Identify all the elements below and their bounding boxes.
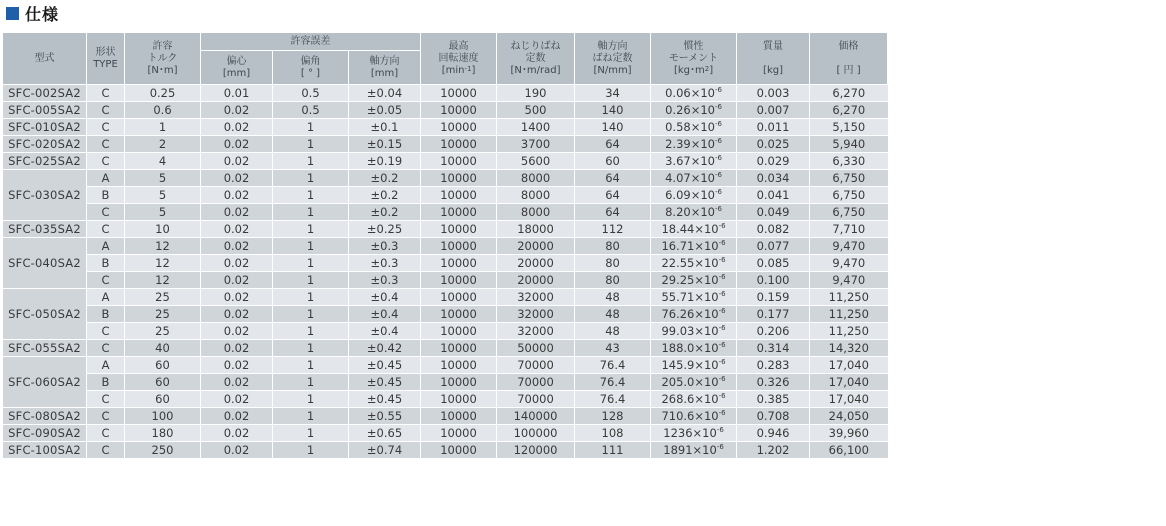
cell-angle: 1 bbox=[273, 323, 349, 340]
cell-aspring: 80 bbox=[575, 272, 651, 289]
cell-inertia: $55.71\times 10^{-6}$ bbox=[651, 289, 737, 306]
cell-type: A bbox=[87, 289, 125, 306]
cell-angle: 1 bbox=[273, 306, 349, 323]
cell-type: C bbox=[87, 102, 125, 119]
cell-angle: 1 bbox=[273, 442, 349, 459]
cell-model: SFC-005SA2 bbox=[3, 102, 87, 119]
cell-torque: 180 bbox=[125, 425, 201, 442]
cell-aspring: 43 bbox=[575, 340, 651, 357]
cell-inertia: $22.55\times 10^{-6}$ bbox=[651, 255, 737, 272]
cell-mass: 0.946 bbox=[737, 425, 810, 442]
header-price: 価格 [ 円 ] bbox=[810, 33, 888, 85]
cell-axial: ±0.2 bbox=[349, 170, 421, 187]
cell-price: 17,040 bbox=[810, 357, 888, 374]
cell-model: SFC-002SA2 bbox=[3, 85, 87, 102]
cell-aspring: 140 bbox=[575, 119, 651, 136]
cell-angle: 1 bbox=[273, 204, 349, 221]
cell-tspring: 20000 bbox=[497, 272, 575, 289]
cell-torque: 25 bbox=[125, 323, 201, 340]
cell-model: SFC-020SA2 bbox=[3, 136, 87, 153]
cell-price: 6,750 bbox=[810, 204, 888, 221]
cell-type: C bbox=[87, 425, 125, 442]
cell-mass: 0.206 bbox=[737, 323, 810, 340]
cell-tspring: 32000 bbox=[497, 289, 575, 306]
cell-aspring: 76.4 bbox=[575, 357, 651, 374]
cell-offset: 0.02 bbox=[201, 204, 273, 221]
cell-axial: ±0.45 bbox=[349, 391, 421, 408]
cell-inertia: $6.09\times 10^{-6}$ bbox=[651, 187, 737, 204]
cell-angle: 1 bbox=[273, 340, 349, 357]
cell-offset: 0.02 bbox=[201, 272, 273, 289]
cell-axial: ±0.15 bbox=[349, 136, 421, 153]
cell-aspring: 76.4 bbox=[575, 391, 651, 408]
cell-model: SFC-035SA2 bbox=[3, 221, 87, 238]
cell-type: B bbox=[87, 374, 125, 391]
cell-speed: 10000 bbox=[421, 425, 497, 442]
cell-speed: 10000 bbox=[421, 442, 497, 459]
cell-torque: 100 bbox=[125, 408, 201, 425]
cell-axial: ±0.65 bbox=[349, 425, 421, 442]
header-tolerance-group: 許容誤差 bbox=[201, 33, 421, 51]
cell-torque: 5 bbox=[125, 204, 201, 221]
cell-aspring: 48 bbox=[575, 306, 651, 323]
cell-type: C bbox=[87, 340, 125, 357]
cell-speed: 10000 bbox=[421, 323, 497, 340]
spec-table-body bbox=[3, 85, 888, 459]
table-row bbox=[3, 255, 888, 272]
cell-type: C bbox=[87, 204, 125, 221]
table-row bbox=[3, 187, 888, 204]
cell-mass: 0.049 bbox=[737, 204, 810, 221]
cell-mass: 0.011 bbox=[737, 119, 810, 136]
cell-type: C bbox=[87, 442, 125, 459]
cell-aspring: 108 bbox=[575, 425, 651, 442]
cell-tspring: 5600 bbox=[497, 153, 575, 170]
cell-offset: 0.02 bbox=[201, 289, 273, 306]
cell-price: 39,960 bbox=[810, 425, 888, 442]
cell-speed: 10000 bbox=[421, 102, 497, 119]
cell-price: 5,940 bbox=[810, 136, 888, 153]
cell-price: 66,100 bbox=[810, 442, 888, 459]
cell-axial: ±0.4 bbox=[349, 289, 421, 306]
header-offset: 偏心 [mm] bbox=[201, 51, 273, 85]
cell-type: C bbox=[87, 221, 125, 238]
cell-aspring: 112 bbox=[575, 221, 651, 238]
cell-speed: 10000 bbox=[421, 408, 497, 425]
cell-tspring: 1400 bbox=[497, 119, 575, 136]
table-row bbox=[3, 374, 888, 391]
cell-offset: 0.02 bbox=[201, 221, 273, 238]
cell-torque: 12 bbox=[125, 255, 201, 272]
cell-mass: 0.082 bbox=[737, 221, 810, 238]
cell-axial: ±0.42 bbox=[349, 340, 421, 357]
cell-model: SFC-025SA2 bbox=[3, 153, 87, 170]
table-row bbox=[3, 391, 888, 408]
cell-type: B bbox=[87, 306, 125, 323]
cell-aspring: 80 bbox=[575, 255, 651, 272]
cell-aspring: 48 bbox=[575, 323, 651, 340]
cell-type: C bbox=[87, 391, 125, 408]
cell-mass: 0.177 bbox=[737, 306, 810, 323]
cell-tspring: 100000 bbox=[497, 425, 575, 442]
table-row bbox=[3, 238, 888, 255]
cell-offset: 0.02 bbox=[201, 306, 273, 323]
cell-inertia: $205.0\times 10^{-6}$ bbox=[651, 374, 737, 391]
cell-axial: ±0.25 bbox=[349, 221, 421, 238]
cell-speed: 10000 bbox=[421, 119, 497, 136]
table-row bbox=[3, 102, 888, 119]
cell-model: SFC-040SA2 bbox=[3, 238, 87, 289]
cell-torque: 40 bbox=[125, 340, 201, 357]
cell-offset: 0.02 bbox=[201, 425, 273, 442]
table-row bbox=[3, 170, 888, 187]
table-row bbox=[3, 153, 888, 170]
cell-price: 9,470 bbox=[810, 272, 888, 289]
table-row bbox=[3, 289, 888, 306]
cell-speed: 10000 bbox=[421, 204, 497, 221]
header-axial-spring: 軸方向 ばね定数 [N/mm] bbox=[575, 33, 651, 85]
cell-inertia: $145.9\times 10^{-6}$ bbox=[651, 357, 737, 374]
table-row bbox=[3, 442, 888, 459]
cell-torque: 10 bbox=[125, 221, 201, 238]
cell-speed: 10000 bbox=[421, 255, 497, 272]
cell-offset: 0.02 bbox=[201, 255, 273, 272]
cell-mass: 0.041 bbox=[737, 187, 810, 204]
spec-table bbox=[2, 32, 888, 459]
table-row bbox=[3, 119, 888, 136]
cell-type: B bbox=[87, 255, 125, 272]
cell-price: 6,750 bbox=[810, 170, 888, 187]
cell-offset: 0.02 bbox=[201, 119, 273, 136]
cell-angle: 1 bbox=[273, 136, 349, 153]
cell-mass: 0.283 bbox=[737, 357, 810, 374]
table-row bbox=[3, 85, 888, 102]
cell-axial: ±0.2 bbox=[349, 204, 421, 221]
cell-mass: 0.007 bbox=[737, 102, 810, 119]
cell-price: 5,150 bbox=[810, 119, 888, 136]
cell-axial: ±0.4 bbox=[349, 306, 421, 323]
cell-axial: ±0.2 bbox=[349, 187, 421, 204]
header-max-speed: 最高 回転速度 $[\min^{-1}]$ bbox=[421, 33, 497, 85]
cell-angle: 0.5 bbox=[273, 102, 349, 119]
cell-mass: 0.159 bbox=[737, 289, 810, 306]
cell-tspring: 140000 bbox=[497, 408, 575, 425]
cell-inertia: $1891\times 10^{-6}$ bbox=[651, 442, 737, 459]
cell-aspring: 48 bbox=[575, 289, 651, 306]
cell-angle: 1 bbox=[273, 221, 349, 238]
table-row bbox=[3, 221, 888, 238]
header-inertia: 慣性 モーメント [kg･$m^2$] bbox=[651, 33, 737, 85]
cell-aspring: 64 bbox=[575, 204, 651, 221]
cell-mass: 0.385 bbox=[737, 391, 810, 408]
cell-axial: ±0.45 bbox=[349, 357, 421, 374]
cell-price: 14,320 bbox=[810, 340, 888, 357]
table-row bbox=[3, 272, 888, 289]
cell-type: C bbox=[87, 272, 125, 289]
cell-torque: 0.25 bbox=[125, 85, 201, 102]
cell-aspring: 128 bbox=[575, 408, 651, 425]
table-row bbox=[3, 357, 888, 374]
cell-torque: 5 bbox=[125, 187, 201, 204]
cell-angle: 1 bbox=[273, 119, 349, 136]
cell-aspring: 60 bbox=[575, 153, 651, 170]
cell-angle: 1 bbox=[273, 153, 349, 170]
cell-tspring: 8000 bbox=[497, 204, 575, 221]
cell-tspring: 20000 bbox=[497, 255, 575, 272]
cell-price: 9,470 bbox=[810, 238, 888, 255]
cell-mass: 0.025 bbox=[737, 136, 810, 153]
cell-torque: 25 bbox=[125, 306, 201, 323]
cell-type: C bbox=[87, 323, 125, 340]
cell-price: 11,250 bbox=[810, 289, 888, 306]
cell-type: C bbox=[87, 153, 125, 170]
cell-angle: 1 bbox=[273, 357, 349, 374]
cell-axial: ±0.3 bbox=[349, 272, 421, 289]
cell-price: 6,270 bbox=[810, 85, 888, 102]
cell-inertia: $188.0\times 10^{-6}$ bbox=[651, 340, 737, 357]
cell-price: 11,250 bbox=[810, 323, 888, 340]
cell-price: 7,710 bbox=[810, 221, 888, 238]
cell-speed: 10000 bbox=[421, 391, 497, 408]
cell-tspring: 18000 bbox=[497, 221, 575, 238]
cell-speed: 10000 bbox=[421, 340, 497, 357]
cell-offset: 0.02 bbox=[201, 357, 273, 374]
cell-price: 11,250 bbox=[810, 306, 888, 323]
cell-axial: ±0.05 bbox=[349, 102, 421, 119]
cell-angle: 1 bbox=[273, 187, 349, 204]
cell-offset: 0.02 bbox=[201, 323, 273, 340]
cell-tspring: 120000 bbox=[497, 442, 575, 459]
cell-axial: ±0.55 bbox=[349, 408, 421, 425]
cell-mass: 0.100 bbox=[737, 272, 810, 289]
cell-type: B bbox=[87, 187, 125, 204]
cell-aspring: 64 bbox=[575, 136, 651, 153]
cell-tspring: 50000 bbox=[497, 340, 575, 357]
cell-axial: ±0.3 bbox=[349, 238, 421, 255]
cell-speed: 10000 bbox=[421, 374, 497, 391]
cell-mass: 0.029 bbox=[737, 153, 810, 170]
cell-angle: 1 bbox=[273, 170, 349, 187]
cell-inertia: $8.20\times 10^{-6}$ bbox=[651, 204, 737, 221]
cell-speed: 10000 bbox=[421, 289, 497, 306]
heading-square-icon bbox=[6, 7, 19, 20]
cell-mass: 0.326 bbox=[737, 374, 810, 391]
cell-type: A bbox=[87, 238, 125, 255]
table-row bbox=[3, 306, 888, 323]
cell-angle: 1 bbox=[273, 391, 349, 408]
cell-speed: 10000 bbox=[421, 153, 497, 170]
table-row bbox=[3, 425, 888, 442]
cell-angle: 1 bbox=[273, 238, 349, 255]
table-row bbox=[3, 204, 888, 221]
cell-mass: 1.202 bbox=[737, 442, 810, 459]
cell-torque: 250 bbox=[125, 442, 201, 459]
cell-tspring: 8000 bbox=[497, 170, 575, 187]
cell-mass: 0.708 bbox=[737, 408, 810, 425]
cell-aspring: 111 bbox=[575, 442, 651, 459]
cell-offset: 0.02 bbox=[201, 102, 273, 119]
cell-model: SFC-100SA2 bbox=[3, 442, 87, 459]
section-title: 仕様 bbox=[25, 4, 60, 24]
cell-offset: 0.02 bbox=[201, 408, 273, 425]
cell-speed: 10000 bbox=[421, 221, 497, 238]
cell-axial: ±0.4 bbox=[349, 323, 421, 340]
header-type: 形状 TYPE bbox=[87, 33, 125, 85]
cell-price: 24,050 bbox=[810, 408, 888, 425]
cell-torque: 1 bbox=[125, 119, 201, 136]
table-row bbox=[3, 323, 888, 340]
cell-inertia: $2.39\times 10^{-6}$ bbox=[651, 136, 737, 153]
cell-angle: 1 bbox=[273, 289, 349, 306]
cell-price: 6,750 bbox=[810, 187, 888, 204]
cell-offset: 0.02 bbox=[201, 153, 273, 170]
cell-inertia: $4.07\times 10^{-6}$ bbox=[651, 170, 737, 187]
cell-mass: 0.003 bbox=[737, 85, 810, 102]
cell-angle: 0.5 bbox=[273, 85, 349, 102]
cell-inertia: $1236\times 10^{-6}$ bbox=[651, 425, 737, 442]
cell-axial: ±0.1 bbox=[349, 119, 421, 136]
cell-tspring: 500 bbox=[497, 102, 575, 119]
cell-price: 6,330 bbox=[810, 153, 888, 170]
cell-inertia: $0.26\times 10^{-6}$ bbox=[651, 102, 737, 119]
header-axial: 軸方向 [mm] bbox=[349, 51, 421, 85]
cell-tspring: 8000 bbox=[497, 187, 575, 204]
cell-axial: ±0.74 bbox=[349, 442, 421, 459]
cell-price: 9,470 bbox=[810, 255, 888, 272]
cell-offset: 0.01 bbox=[201, 85, 273, 102]
cell-aspring: 64 bbox=[575, 187, 651, 204]
header-mass: 質量 [kg] bbox=[737, 33, 810, 85]
cell-axial: ±0.04 bbox=[349, 85, 421, 102]
cell-mass: 0.085 bbox=[737, 255, 810, 272]
header-angle: 偏角 [ ° ] bbox=[273, 51, 349, 85]
cell-tspring: 20000 bbox=[497, 238, 575, 255]
cell-tspring: 70000 bbox=[497, 374, 575, 391]
cell-type: C bbox=[87, 408, 125, 425]
cell-tspring: 32000 bbox=[497, 306, 575, 323]
cell-inertia: $710.6\times 10^{-6}$ bbox=[651, 408, 737, 425]
cell-inertia: $16.71\times 10^{-6}$ bbox=[651, 238, 737, 255]
cell-inertia: $3.67\times 10^{-6}$ bbox=[651, 153, 737, 170]
cell-tspring: 190 bbox=[497, 85, 575, 102]
cell-aspring: 140 bbox=[575, 102, 651, 119]
cell-model: SFC-030SA2 bbox=[3, 170, 87, 221]
cell-offset: 0.02 bbox=[201, 374, 273, 391]
cell-type: C bbox=[87, 119, 125, 136]
cell-torque: 60 bbox=[125, 357, 201, 374]
table-row bbox=[3, 340, 888, 357]
cell-speed: 10000 bbox=[421, 357, 497, 374]
cell-angle: 1 bbox=[273, 408, 349, 425]
cell-torque: 4 bbox=[125, 153, 201, 170]
cell-inertia: $268.6\times 10^{-6}$ bbox=[651, 391, 737, 408]
cell-offset: 0.02 bbox=[201, 170, 273, 187]
cell-angle: 1 bbox=[273, 374, 349, 391]
cell-torque: 12 bbox=[125, 272, 201, 289]
cell-speed: 10000 bbox=[421, 187, 497, 204]
cell-angle: 1 bbox=[273, 272, 349, 289]
cell-inertia: $18.44\times 10^{-6}$ bbox=[651, 221, 737, 238]
cell-torque: 60 bbox=[125, 374, 201, 391]
cell-inertia: $0.06\times 10^{-6}$ bbox=[651, 85, 737, 102]
cell-inertia: $76.26\times 10^{-6}$ bbox=[651, 306, 737, 323]
cell-speed: 10000 bbox=[421, 136, 497, 153]
cell-tspring: 3700 bbox=[497, 136, 575, 153]
cell-speed: 10000 bbox=[421, 272, 497, 289]
cell-model: SFC-090SA2 bbox=[3, 425, 87, 442]
cell-offset: 0.02 bbox=[201, 187, 273, 204]
cell-axial: ±0.45 bbox=[349, 374, 421, 391]
cell-price: 17,040 bbox=[810, 391, 888, 408]
section-heading bbox=[6, 2, 59, 24]
cell-axial: ±0.19 bbox=[349, 153, 421, 170]
cell-axial: ±0.3 bbox=[349, 255, 421, 272]
cell-torque: 12 bbox=[125, 238, 201, 255]
cell-tspring: 32000 bbox=[497, 323, 575, 340]
cell-offset: 0.02 bbox=[201, 340, 273, 357]
cell-mass: 0.077 bbox=[737, 238, 810, 255]
cell-aspring: 76.4 bbox=[575, 374, 651, 391]
cell-offset: 0.02 bbox=[201, 238, 273, 255]
cell-torque: 25 bbox=[125, 289, 201, 306]
cell-aspring: 64 bbox=[575, 170, 651, 187]
header-torque: 許容 トルク [N･m] bbox=[125, 33, 201, 85]
cell-mass: 0.034 bbox=[737, 170, 810, 187]
header-model: 型式 bbox=[3, 33, 87, 85]
header-torsion-spring: ねじりばね 定数 [N･m/rad] bbox=[497, 33, 575, 85]
cell-torque: 5 bbox=[125, 170, 201, 187]
table-row bbox=[3, 136, 888, 153]
cell-model: SFC-055SA2 bbox=[3, 340, 87, 357]
cell-torque: 60 bbox=[125, 391, 201, 408]
cell-torque: 0.6 bbox=[125, 102, 201, 119]
cell-speed: 10000 bbox=[421, 238, 497, 255]
cell-price: 17,040 bbox=[810, 374, 888, 391]
cell-model: SFC-010SA2 bbox=[3, 119, 87, 136]
cell-offset: 0.02 bbox=[201, 442, 273, 459]
cell-speed: 10000 bbox=[421, 306, 497, 323]
cell-tspring: 70000 bbox=[497, 357, 575, 374]
cell-aspring: 34 bbox=[575, 85, 651, 102]
cell-type: A bbox=[87, 357, 125, 374]
cell-mass: 0.314 bbox=[737, 340, 810, 357]
cell-speed: 10000 bbox=[421, 85, 497, 102]
cell-offset: 0.02 bbox=[201, 391, 273, 408]
cell-aspring: 80 bbox=[575, 238, 651, 255]
table-row bbox=[3, 408, 888, 425]
cell-offset: 0.02 bbox=[201, 136, 273, 153]
cell-inertia: $99.03\times 10^{-6}$ bbox=[651, 323, 737, 340]
cell-angle: 1 bbox=[273, 425, 349, 442]
cell-type: C bbox=[87, 136, 125, 153]
cell-model: SFC-060SA2 bbox=[3, 357, 87, 408]
cell-model: SFC-050SA2 bbox=[3, 289, 87, 340]
cell-torque: 2 bbox=[125, 136, 201, 153]
cell-inertia: $0.58\times 10^{-6}$ bbox=[651, 119, 737, 136]
cell-angle: 1 bbox=[273, 255, 349, 272]
cell-price: 6,270 bbox=[810, 102, 888, 119]
cell-model: SFC-080SA2 bbox=[3, 408, 87, 425]
cell-speed: 10000 bbox=[421, 170, 497, 187]
cell-inertia: $29.25\times 10^{-6}$ bbox=[651, 272, 737, 289]
cell-type: A bbox=[87, 170, 125, 187]
cell-tspring: 70000 bbox=[497, 391, 575, 408]
cell-type: C bbox=[87, 85, 125, 102]
